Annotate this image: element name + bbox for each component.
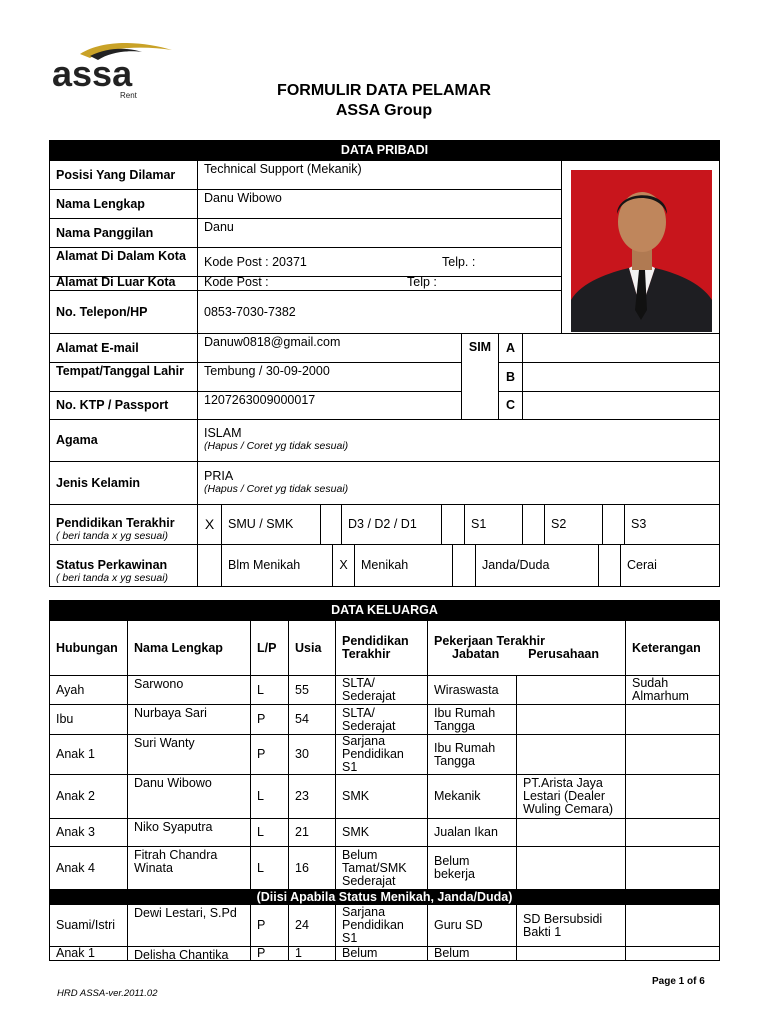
family-cell-jabatan[interactable]: Ibu Rumah Tangga [427,704,517,735]
form-subtitle: ASSA Group [335,102,433,119]
applicant-photo [571,170,712,332]
family-cell-nama[interactable]: Danu Wibowo [127,774,251,819]
telepon-label: No. Telepon/HP [49,290,198,334]
status-option-3: Janda/Duda [475,544,599,587]
sim-c-value[interactable] [522,391,720,420]
family-cell-perusahaan[interactable] [516,818,626,847]
married-cell-usia[interactable]: 24 [288,904,336,947]
status-mark-1[interactable] [197,544,222,587]
family-cell-hubungan[interactable]: Anak 1 [49,734,128,775]
pendidikan-option-1: SMU / SMK [221,504,321,545]
col-lp: L/P [250,620,289,676]
alamat-dalam-kodepos: Kode Post : 20371 [204,254,307,269]
alamat-luar-telp: Telp : [407,276,437,289]
family-cell-jabatan[interactable]: Jualan Ikan [427,818,517,847]
svg-text:Rent: Rent [120,91,137,100]
pendidikan-option-4: S2 [544,504,603,545]
status-mark-2[interactable]: X [332,544,355,587]
ktp-label: No. KTP / Passport [49,391,198,420]
family-cell-nama[interactable]: Sarwono [127,675,251,705]
alamat-dalam-value[interactable] [197,247,562,277]
pendidikan-mark-1[interactable]: X [197,504,222,545]
pendidikan-option-3: S1 [464,504,523,545]
family-cell-jabatan[interactable]: Belum bekerja [427,846,517,890]
married-cell-lp[interactable]: P [250,946,289,961]
family-cell-hubungan[interactable]: Anak 3 [49,818,128,847]
col-keterangan: Keterangan [625,620,720,676]
pendidikan-option-5: S3 [624,504,720,545]
family-cell-lp[interactable]: L [250,675,289,705]
ttl-label: Tempat/Tanggal Lahir [49,362,198,392]
sim-a-label: A [498,333,523,363]
married-cell-hubungan[interactable]: Suami/Istri [49,904,128,947]
panggilan-label: Nama Panggilan [49,218,198,248]
section-data-pribadi: DATA PRIBADI [49,140,720,160]
family-cell-perusahaan[interactable] [516,734,626,775]
family-cell-hubungan[interactable]: Ayah [49,675,128,705]
telepon-value[interactable]: 0853-7030-7382 [197,290,562,334]
col-usia: Usia [288,620,336,676]
kelamin-text: PRIA [204,469,234,483]
kelamin-value[interactable] [197,461,720,505]
family-cell-perusahaan[interactable] [516,675,626,705]
svg-text:assa: assa [52,53,133,94]
pendidikan-mark-5[interactable] [602,504,625,545]
family-cell-usia[interactable]: 21 [288,818,336,847]
family-cell-keterangan[interactable] [625,818,720,847]
sim-b-value[interactable] [522,362,720,392]
family-cell-keterangan[interactable] [625,734,720,775]
agama-value[interactable] [197,419,720,462]
family-cell-usia[interactable]: 16 [288,846,336,890]
status-mark-4[interactable] [598,544,621,587]
nama-value[interactable]: Danu Wibowo [197,189,562,219]
status-note: ( beri tanda x yg sesuai) [56,572,169,584]
alamat-luar-label: Alamat Di Luar Kota [49,276,198,291]
married-cell-lp[interactable]: P [250,904,289,947]
family-cell-nama[interactable]: Niko Syaputra [127,818,251,847]
family-cell-usia[interactable]: 23 [288,774,336,819]
family-cell-pendidikan[interactable]: Belum Tamat/SMK Sederajat [335,846,428,890]
family-cell-usia[interactable]: 30 [288,734,336,775]
kelamin-note: (Hapus / Coret yg tidak sesuai) [204,483,349,495]
alamat-dalam-label: Alamat Di Dalam Kota [49,247,198,277]
sim-c-label: C [498,391,523,420]
agama-note: (Hapus / Coret yg tidak sesuai) [204,440,349,452]
married-cell-keterangan[interactable] [625,904,720,947]
married-cell-nama[interactable]: Delisha Chantika [127,946,251,961]
family-cell-pendidikan[interactable]: SMK [335,774,428,819]
family-cell-usia[interactable]: 55 [288,675,336,705]
sim-label: SIM [461,333,499,420]
alamat-dalam-telp: Telp. : [442,254,476,269]
married-cell-nama[interactable]: Dewi Lestari, S.Pd [127,904,251,947]
married-cell-jabatan[interactable]: Guru SD [427,904,517,947]
married-cell-pendidikan[interactable]: Belum [335,946,428,961]
family-cell-jabatan[interactable]: Wiraswasta [427,675,517,705]
married-section-title: (Diisi Apabila Status Menikah, Janda/Duda) [49,889,720,905]
agama-label: Agama [49,419,198,462]
pendidikan-label-text: Pendidikan Terakhir [56,516,175,530]
alamat-luar-value[interactable] [197,276,562,291]
section-data-keluarga: DATA KELUARGA [49,600,720,620]
col-hubungan: Hubungan [49,620,128,676]
family-cell-perusahaan[interactable] [516,704,626,735]
family-cell-keterangan[interactable] [625,774,720,819]
sim-b-label: B [498,362,523,392]
married-cell-hubungan[interactable]: Anak 1 [49,946,128,961]
married-cell-perusahaan[interactable] [516,946,626,961]
family-cell-hubungan[interactable]: Anak 2 [49,774,128,819]
kelamin-label: Jenis Kelamin [49,461,198,505]
pendidikan-label [49,504,198,545]
family-cell-lp[interactable]: L [250,818,289,847]
col-perusahaan: Perusahaan [528,647,599,661]
pendidikan-mark-2[interactable] [320,504,342,545]
ttl-value[interactable]: Tembung / 30-09-2000 [197,362,462,392]
pendidikan-option-2: D3 / D2 / D1 [341,504,442,545]
family-cell-keterangan[interactable] [625,846,720,890]
ktp-value[interactable]: 1207263009000017 [197,391,462,420]
col-jabatan: Jabatan [452,647,500,661]
agama-text: ISLAM [204,426,242,440]
col-pekerjaan-title: Pekerjaan Terakhir [434,634,545,648]
col-pekerjaan [427,620,626,676]
pendidikan-note: ( beri tanda x yg sesuai) [56,530,169,542]
family-cell-lp[interactable]: P [250,704,289,735]
pendidikan-mark-3[interactable] [441,504,465,545]
form-title: FORMULIR DATA PELAMAR [277,82,491,99]
married-cell-keterangan[interactable] [625,946,720,961]
status-option-4: Cerai [620,544,720,587]
family-cell-jabatan[interactable]: Ibu Rumah Tangga [427,734,517,775]
family-cell-perusahaan[interactable] [516,846,626,890]
version-label: HRD ASSA-ver.2011.02 [57,988,158,999]
family-cell-pendidikan[interactable]: SMK [335,818,428,847]
married-cell-pendidikan[interactable]: Sarjana Pendidikan S1 [335,904,428,947]
panggilan-value[interactable]: Danu [197,218,562,248]
family-cell-lp[interactable]: L [250,774,289,819]
pendidikan-mark-4[interactable] [522,504,545,545]
family-cell-hubungan[interactable]: Ibu [49,704,128,735]
family-cell-jabatan[interactable]: Mekanik [427,774,517,819]
sim-a-value[interactable] [522,333,720,363]
family-cell-pendidikan[interactable]: Sarjana Pendidikan S1 [335,734,428,775]
family-cell-nama[interactable]: Suri Wanty [127,734,251,775]
email-label: Alamat E-mail [49,333,198,363]
family-cell-pendidikan[interactable]: SLTA/ Sederajat [335,704,428,735]
col-nama: Nama Lengkap [127,620,251,676]
status-label-text: Status Perkawinan [56,558,168,572]
posisi-label: Posisi Yang Dilamar [49,160,198,190]
family-cell-nama[interactable]: Nurbaya Sari [127,704,251,735]
family-cell-nama[interactable]: Fitrah Chandra Winata [127,846,251,890]
status-mark-3[interactable] [452,544,476,587]
status-option-1: Blm Menikah [221,544,333,587]
nama-label: Nama Lengkap [49,189,198,219]
col-pendidikan: Pendidikan Terakhir [335,620,428,676]
status-option-2: Menikah [354,544,453,587]
married-cell-jabatan[interactable]: Belum [427,946,517,961]
family-cell-pendidikan[interactable]: SLTA/ Sederajat [335,675,428,705]
family-cell-lp[interactable]: P [250,734,289,775]
status-label [49,544,198,587]
married-cell-perusahaan[interactable]: SD Bersubsidi Bakti 1 [516,904,626,947]
family-cell-usia[interactable]: 54 [288,704,336,735]
family-cell-keterangan[interactable]: Sudah Almarhum [625,675,720,705]
family-cell-keterangan[interactable] [625,704,720,735]
email-value[interactable]: Danuw0818@gmail.com [197,333,462,363]
page-number: Page 1 of 6 [652,976,705,987]
family-cell-lp[interactable]: L [250,846,289,890]
family-cell-perusahaan[interactable]: PT.Arista Jaya Lestari (Dealer Wuling Cemara) [516,774,626,819]
alamat-luar-kodepos: Kode Post : [204,276,269,289]
posisi-value[interactable]: Technical Support (Mekanik) [197,160,562,190]
family-cell-hubungan[interactable]: Anak 4 [49,846,128,890]
married-cell-usia[interactable]: 1 [288,946,336,961]
